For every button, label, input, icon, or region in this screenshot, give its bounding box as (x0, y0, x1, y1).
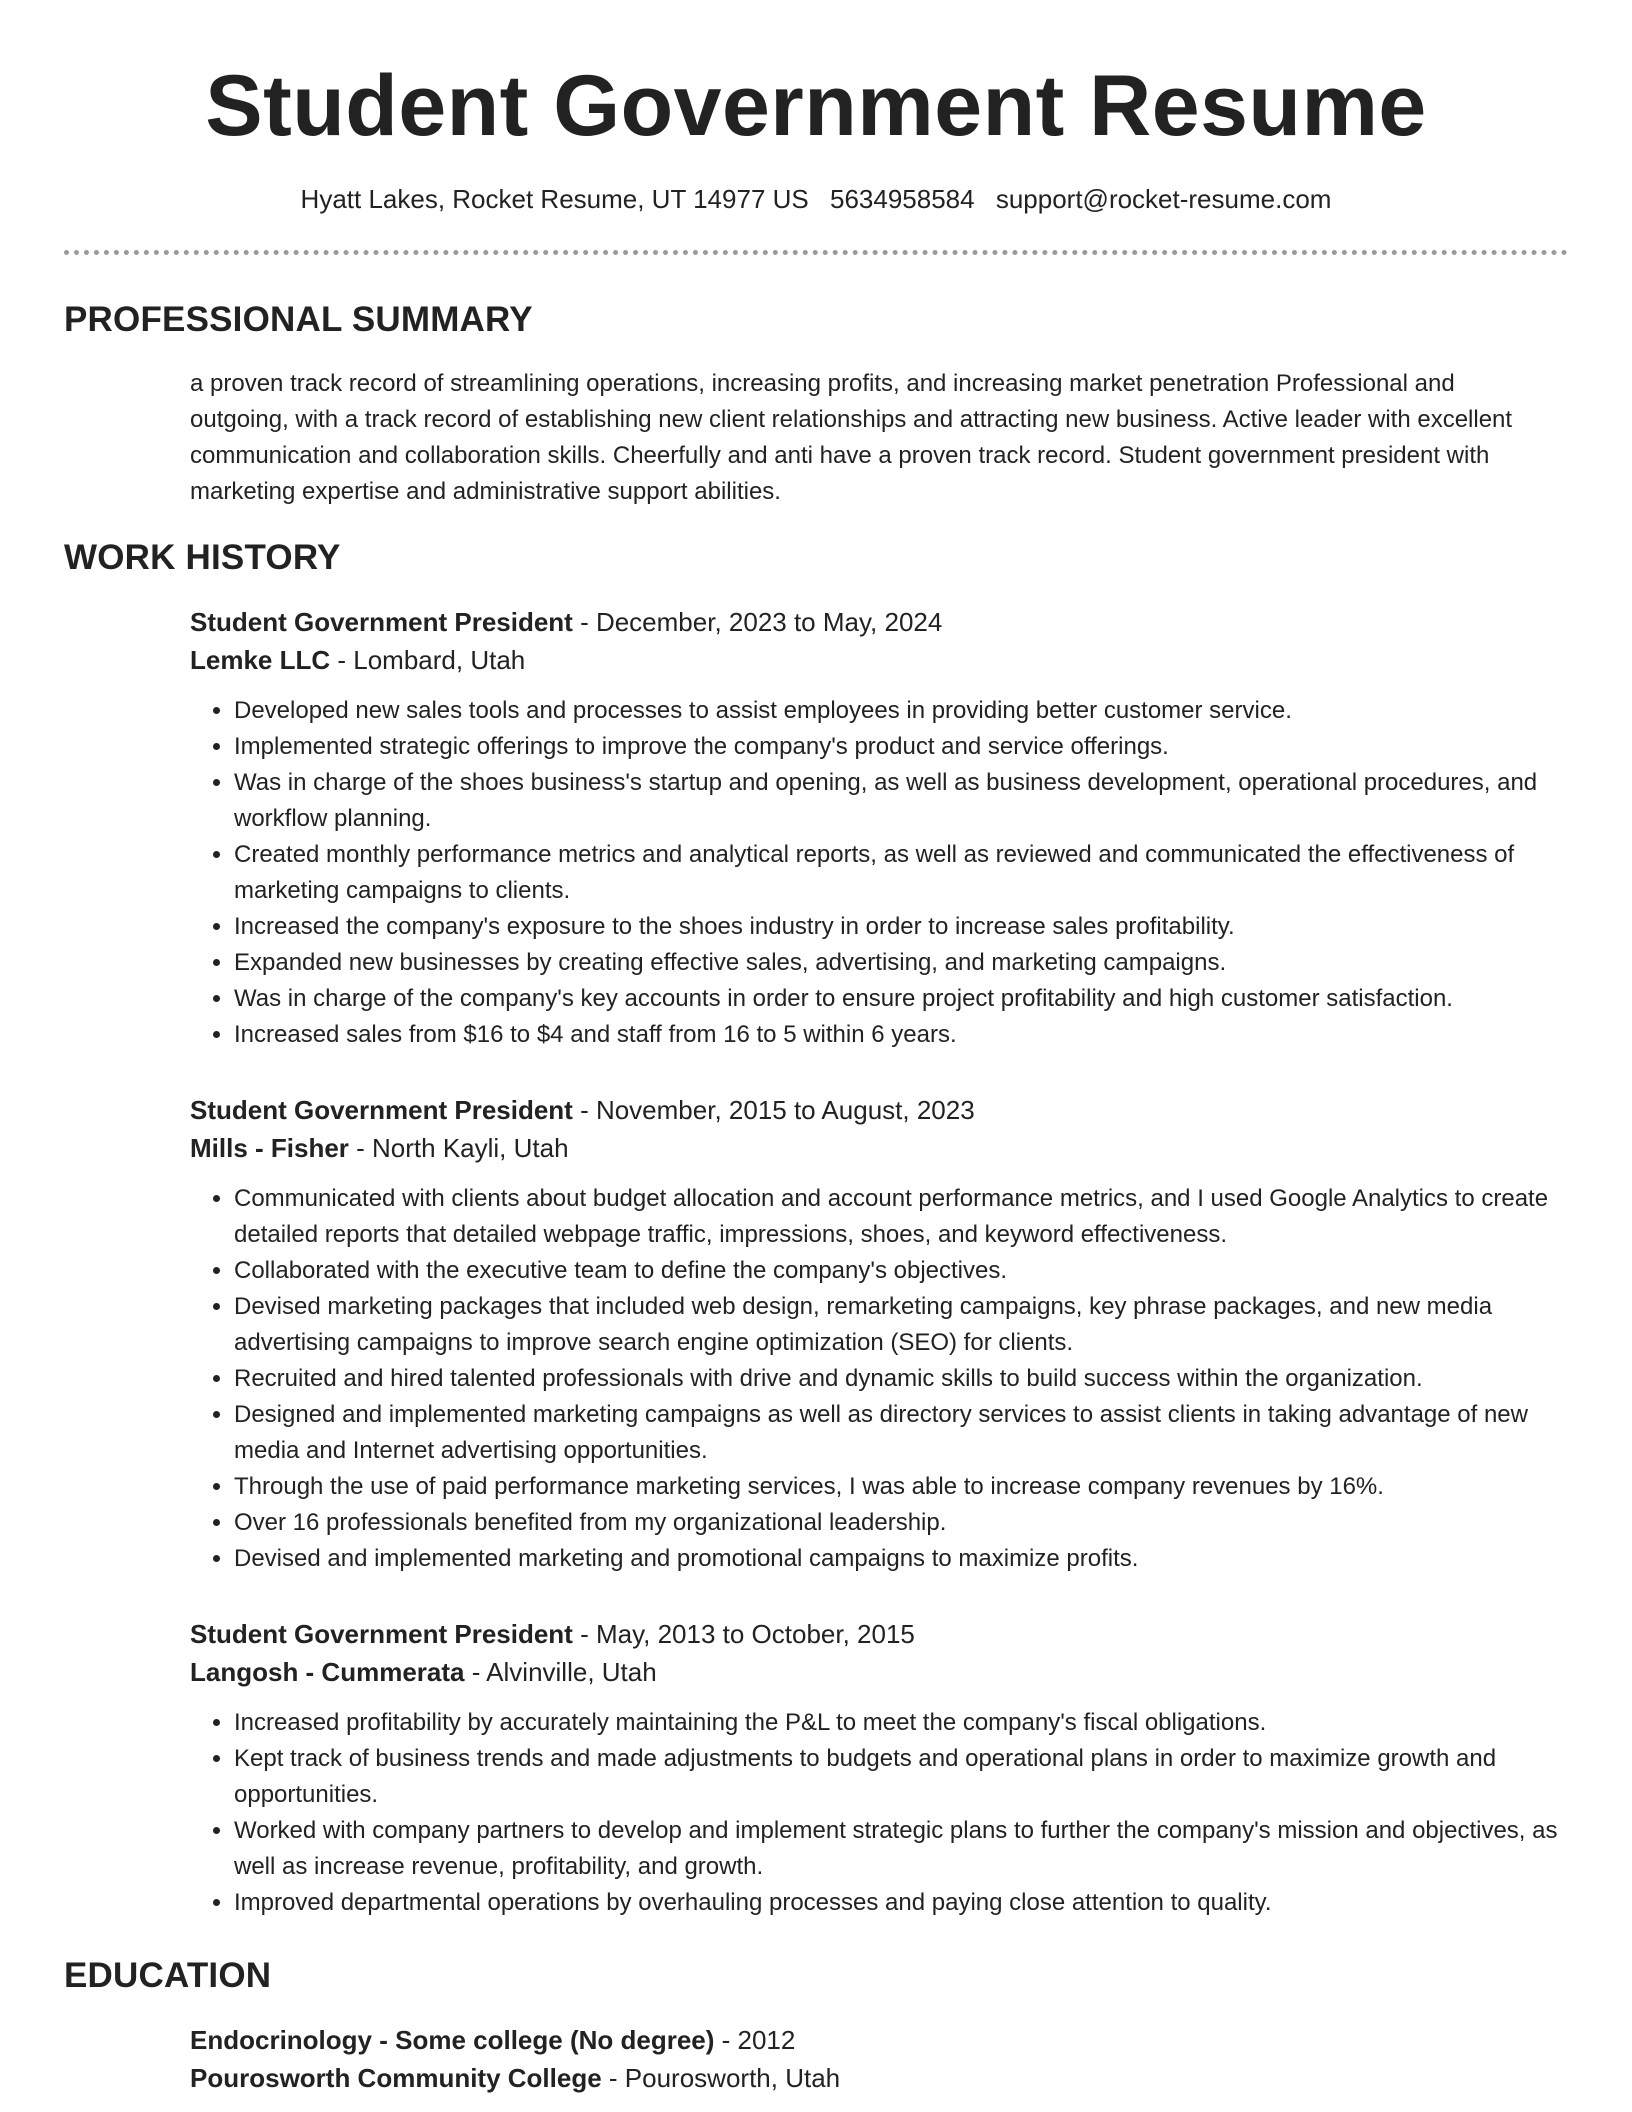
education-entry (190, 2021, 1570, 2097)
education-heading: EDUCATION (64, 1956, 272, 1995)
bullet-item: • Recruited and hired talented professionals with drive and dynamic skills to build success within the organization. (234, 1361, 1570, 1397)
contact-phone: 5634958584 (829, 184, 975, 214)
job-position: Student Government President (190, 1095, 573, 1125)
education-school: Pourosworth Community College (190, 2063, 602, 2093)
job-dates: - November, 2015 to August, 2023 (572, 1095, 975, 1125)
bullet-item: • Communicated with clients about budget allocation and account performance metrics, and I used Google Analytics to create detailed reports that detailed webpage traffic, impressions, shoes, and keyword effectiveness. (234, 1181, 1570, 1253)
bullet-item: • Over 16 professionals benefited from my organizational leadership. (234, 1505, 1570, 1541)
job-title-line (190, 603, 1570, 641)
header-divider (64, 250, 1568, 255)
bullet-item: • Increased sales from $16 to $4 and staff from 16 to 5 within 6 years. (234, 1017, 1570, 1053)
resume-title: Student Government Resume (205, 58, 1427, 154)
job-entry (190, 1091, 1570, 1577)
job-company-line (190, 1129, 1570, 1167)
job-company: Mills - Fisher (190, 1133, 349, 1163)
job-dates: - December, 2023 to May, 2024 (572, 607, 943, 637)
bullet-item: • Developed new sales tools and processes to assist employees in providing better customer service. (234, 693, 1570, 729)
job-dates: - May, 2013 to October, 2015 (572, 1619, 915, 1649)
job-title-line (190, 1091, 1570, 1129)
bullet-item: • Devised marketing packages that included web design, remarketing campaigns, key phrase packages, and new media advertising campaigns to improve search engine optimization (SEO) for clients. (234, 1289, 1570, 1361)
bullet-item: • Designed and implemented marketing campaigns as well as directory services to assist clients in taking advantage of new media and Internet advertising opportunities. (234, 1397, 1570, 1469)
education-year: - 2012 (714, 2025, 796, 2055)
bullet-item: • Devised and implemented marketing and promotional campaigns to maximize profits. (234, 1541, 1570, 1577)
job-entry (190, 1615, 1570, 1921)
job-title-line (190, 1615, 1570, 1653)
job-bullets (190, 1705, 1570, 1921)
bullet-item: • Kept track of business trends and made adjustments to budgets and operational plans in order to maximize growth and opportunities. (234, 1741, 1570, 1813)
bullet-item: • Through the use of paid performance marketing services, I was able to increase company revenues by 16%. (234, 1469, 1570, 1505)
job-company-line (190, 1653, 1570, 1691)
education-degree: Endocrinology - Some college (No degree) (190, 2025, 715, 2055)
work-history-heading: WORK HISTORY (64, 538, 341, 577)
job-company: Langosh - Cummerata (190, 1657, 465, 1687)
bullet-item: • Implemented strategic offerings to improve the company's product and service offerings. (234, 729, 1570, 765)
contact-address: Hyatt Lakes, Rocket Resume, UT 14977 US (300, 184, 809, 214)
contact-email: support@rocket-resume.com (995, 184, 1332, 214)
bullet-item: • Was in charge of the company's key accounts in order to ensure project profitability and high customer satisfaction. (234, 981, 1570, 1017)
job-location: - Alvinville, Utah (464, 1657, 657, 1687)
job-location: - North Kayli, Utah (348, 1133, 569, 1163)
education-location: - Pourosworth, Utah (601, 2063, 841, 2093)
bullet-item: • Collaborated with the executive team to define the company's objectives. (234, 1253, 1570, 1289)
education-degree-line (190, 2021, 1570, 2059)
job-bullets (190, 693, 1570, 1053)
job-company-line (190, 641, 1570, 679)
contact-info (0, 182, 1632, 216)
bullet-item: • Was in charge of the shoes business's startup and opening, as well as business development, operational procedures, and workflow planning. (234, 765, 1570, 837)
summary-heading: PROFESSIONAL SUMMARY (64, 300, 533, 339)
job-position: Student Government President (190, 607, 573, 637)
education-school-line (190, 2059, 1570, 2097)
bullet-item: • Improved departmental operations by overhauling processes and paying close attention to quality. (234, 1885, 1570, 1921)
bullet-item: • Created monthly performance metrics and analytical reports, as well as reviewed and communicated the effectiveness of marketing campaigns to clients. (234, 837, 1570, 909)
bullet-item: • Increased the company's exposure to the shoes industry in order to increase sales profitability. (234, 909, 1570, 945)
job-position: Student Government President (190, 1619, 573, 1649)
bullet-item: • Expanded new businesses by creating effective sales, advertising, and marketing campaigns. (234, 945, 1570, 981)
job-entry (190, 603, 1570, 1053)
bullet-item: • Increased profitability by accurately maintaining the P&L to meet the company's fiscal obligations. (234, 1705, 1570, 1741)
bullet-item: • Worked with company partners to develop and implement strategic plans to further the company's mission and objectives, as well as increase revenue, profitability, and growth. (234, 1813, 1570, 1885)
job-location: - Lombard, Utah (330, 645, 526, 675)
summary-text: a proven track record of streamlining operations, increasing profits, and increasing market penetration Professional and outgoing, with a track record of establishing new client relationships and attracting new business. Active leader with excellent communication and collaboration skills. Cheerfully and anti have a proven track record. Student government president with marketing expertise and administrative support abilities. (190, 370, 1513, 505)
job-bullets (190, 1181, 1570, 1577)
job-company: Lemke LLC (190, 645, 331, 675)
